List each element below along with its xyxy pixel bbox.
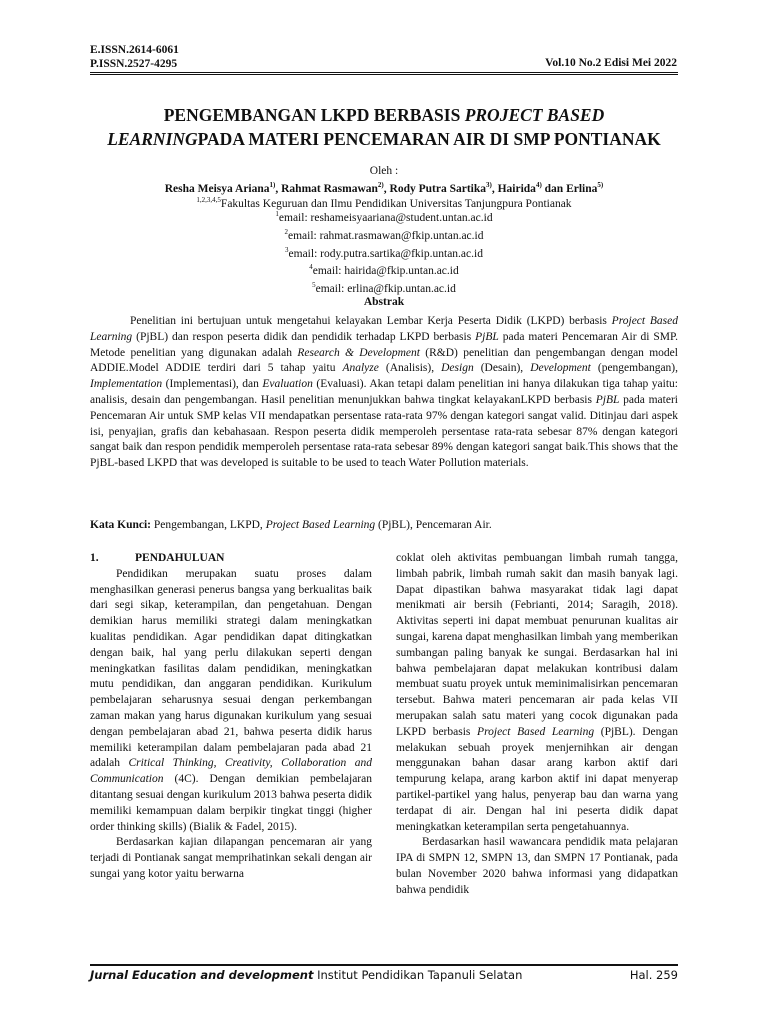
- issn-block: [90, 43, 179, 71]
- eissn: E.ISSN.2614-6061: [90, 44, 179, 56]
- left-column: [90, 551, 372, 883]
- email-list: [90, 207, 678, 296]
- header-rule: [90, 72, 678, 73]
- right-column: [396, 551, 678, 899]
- text-run: (PjBL) dan respon peserta didik dan pendidik terhadap LKPD berbasis: [132, 330, 476, 343]
- journal-name: Jurnal Education and development: [90, 968, 314, 982]
- pissn: P.ISSN.2527-4295: [90, 58, 178, 70]
- keywords-text: [151, 519, 492, 531]
- italic-run: Analyze: [342, 362, 379, 375]
- email-sup: 5: [312, 281, 316, 290]
- abstract-body: [90, 314, 678, 472]
- text-run: (Analisis),: [378, 362, 442, 375]
- author-name: Rahmat Rasmawan: [281, 182, 378, 195]
- text-run: coklat oleh aktivitas pembuangan limbah rumah tangga, limbah pabrik, limbah rumah sakit dan masih banyak lagi. Dapat dipastikan bahwa masyarakat tidak lagi dapat menikmati air bersih (Febrianti, 2014; Saragih, 2018). Aktivitas seperti ini dapat membuat penurunan kualitas air sungai, karena dapat menghasilkan limbah yang memberikan sumbangan paling banyak ke sungai. Berdasarkan hal ini bahwa pembelajaran dapat melakukan kontribusi dalam membuat suatu proyek untuk meminimalisirkan pencemaran tersebut. Bahwa materi pencemaran air pada kelas VII merupakan salah satu materi yang cocok digunakan pada LKPD berbasis: [396, 552, 678, 738]
- text-run: (R&D) penelitian dan pengembangan dengan model ADDIE.Model ADDIE terdiri dari 5 tahap yaitu: [90, 346, 678, 375]
- paragraph: [90, 567, 372, 836]
- volume-label: Vol.10 No.2 Edisi Mei 2022: [545, 57, 677, 69]
- abstract-heading: Abstrak: [363, 296, 405, 308]
- author-name: Erlina: [566, 182, 598, 195]
- author-separator: ,: [383, 182, 390, 195]
- footer-journal-line: [90, 968, 522, 982]
- page-number: Hal. 259: [629, 968, 678, 982]
- paragraph: [396, 551, 678, 835]
- italic-run: Project Based Learning: [265, 519, 376, 531]
- email-text: email: rahmat.rasmawan@fkip.untan.ac.id: [288, 229, 484, 242]
- email-line: [90, 278, 678, 296]
- text-run: (4C). Dengan demikian pembelajaran ditantang sesuai dengan kurikulum 2013 bahwa peserta didik memiliki kemampuan dalam berpikir tingkat tinggi (higher order thinking skills) (Bialik & Fadel, 2015).: [90, 773, 372, 833]
- italic-run: Design: [441, 362, 474, 375]
- author-sup: 1): [269, 181, 276, 189]
- section-number: 1.: [90, 552, 99, 564]
- title-part1-italic: PROJECT BASED: [464, 105, 605, 125]
- italic-run: Research & Development: [297, 346, 420, 359]
- author-sup: 5): [597, 181, 604, 189]
- text-run: Berdasarkan kajian dilapangan pencemaran air yang terjadi di Pontianak sangat memprihatinkan sekali dengan air sungai yang kotor yaitu berwarna: [90, 836, 372, 880]
- italic-run: PjBL: [595, 393, 620, 406]
- email-line: [90, 207, 678, 225]
- affiliation-sup: 1,2,3,4,5: [196, 196, 221, 204]
- email-sup: 1: [275, 210, 279, 218]
- author-name: Rody Putra Sartika: [389, 182, 486, 195]
- email-sup: 4: [309, 263, 313, 272]
- footer: [90, 968, 678, 982]
- author-separator: ,: [275, 182, 282, 195]
- text-run: pada materi Pencemaran Air di SMP. Metode penelitian yang digunakan adalah: [90, 330, 679, 359]
- paragraph: [396, 835, 678, 898]
- email-text: email: reshameisyaariana@student.untan.ac.id: [278, 211, 493, 224]
- title-part2-italic: LEARNING: [107, 129, 198, 149]
- text-run: pada materi Pencemaran Air untuk SMP kelas VII mendapatkan persentase rata-rata 97% dengan kategori sangat valid. Ditinjau dari aspek isi, penyajian, grafis dan kebahasaan. Respon peserta didik memperoleh persentase rata-rata sebesar 87% dengan kategori sangat baik dan respon pendidik memperoleh persentase rata-rata sebesar 89% dengan kategori sangat baik.This shows that the PjBL-based LKPD that was developed is suitable to be used to teach Water Pollution materials.: [90, 393, 678, 470]
- text-run: Penelitian ini bertujuan untuk mengetahui kelayakan Lembar Kerja Peserta Didik (LKPD) berbasis: [130, 315, 612, 327]
- email-text: email: rody.putra.sartika@fkip.untan.ac.id: [288, 247, 483, 260]
- title-part1: PENGEMBANGAN LKPD BERBASIS: [163, 105, 465, 125]
- oleh: Oleh :: [369, 165, 399, 177]
- text-run: (Implementasi), dan: [162, 378, 263, 391]
- text-run: (PjBL). Dengan melakukan sebuah proyek menjernihkan air dengan menggunakan bahan dasar arang karbon aktif dari tempurung kelapa, arang karbon aktif ini dapat menyerap partikel-partikel yang halus, penyerap bau dan warna yang terdapat di air. Dengan hal ini peserta didik dapat meningkatkan keterampilan serta pengetahuannya.: [396, 725, 678, 833]
- text-run: (PjBL), Pencemaran Air.: [375, 519, 492, 531]
- keywords: [90, 519, 678, 531]
- text-run: Berdasarkan hasil wawancara pendidik mata pelajaran IPA di SMPN 12, SMPN 13, dan SMPN 17 Pontianak, pada bulan November 2020 bahwa informasi yang didapatkan bahwa pendidik: [396, 836, 678, 896]
- text-run: (Evaluasi). Akan tetapi dalam penelitian ini hanya dilakukan tiga tahap yaitu: analisis, desain dan pengembangan. Hasil penelitian menunjukkan bahwa tingkat kelayakanLKPD berbasis: [90, 378, 678, 406]
- text-run: Pendidikan merupakan suatu proses dalam menghasilkan generasi penerus bangsa yang berkualitas baik dari segi sikap, keterampilan, dan pengetahuan. Dengan demikian harus memiliki strategi dalam meningkatkan kualitas pendidikan. Agar pendidikan dapat ditingkatkan dengan baik, hal yang perlu dilakukan seperti dengan meningkatkan fasilitas dalam pendidikan, meningkatkan mutu pendidikan, dan anggaran pendidikan. Kurikulum pembelajaran seharusnya sesuai dengan perkembangan zaman makan yang harus digunakan kurikulum yang sesuai dengan pembelajaran abad 21, bahwa peserta didik harus memiliki keterampilan dalam pembelajaran pada abad 21 adalah: [90, 567, 372, 770]
- author-sup: 4): [535, 181, 542, 189]
- section-title: PENDAHULUAN: [135, 552, 225, 564]
- text-run: (pengembangan),: [590, 362, 679, 375]
- institution: Institut Pendidikan Tapanuli Selatan: [313, 968, 523, 982]
- author-sup: 3): [486, 181, 492, 189]
- text-run: Pengembangan, LKPD,: [151, 519, 266, 531]
- email-line: [90, 243, 678, 261]
- italic-run: Development: [530, 362, 591, 375]
- author-name: Resha Meisya Ariana: [164, 182, 270, 195]
- email-text: email: hairida@fkip.untan.ac.id: [312, 265, 459, 278]
- email-line: [90, 260, 678, 278]
- header-rule-2: [90, 74, 678, 75]
- author-separator: ,: [491, 182, 498, 195]
- italic-run: Evaluation: [262, 378, 313, 391]
- italic-run: Implementation: [90, 378, 163, 391]
- italic-run: Project Based Learning: [477, 725, 595, 738]
- email-sup: 3: [285, 245, 289, 254]
- italic-run: Critical Thinking, Creativity, Collaboration and Communication: [90, 757, 372, 786]
- italic-run: PjBL: [475, 330, 499, 343]
- section-heading: [90, 551, 372, 567]
- text-run: (Desain),: [473, 362, 531, 375]
- paper-title: [90, 103, 678, 151]
- author-separator: dan: [541, 182, 567, 195]
- email-text: email: erlina@fkip.untan.ac.id: [315, 283, 456, 296]
- email-sup: 2: [284, 227, 288, 236]
- author-name: Hairida: [497, 182, 536, 195]
- footer-rule: [90, 964, 678, 966]
- affiliation: Fakultas Keguruan dan Ilmu Pendidikan Universitas Tanjungpura Pontianak: [220, 197, 572, 210]
- italic-run: Project Based Learning: [90, 315, 678, 343]
- author-sup: 2): [377, 181, 384, 189]
- keywords-label: Kata Kunci:: [90, 519, 152, 531]
- paragraph: [90, 835, 372, 882]
- title-part2: PADA MATERI PENCEMARAN AIR DI SMP PONTIANAK: [197, 129, 661, 149]
- email-line: [90, 225, 678, 243]
